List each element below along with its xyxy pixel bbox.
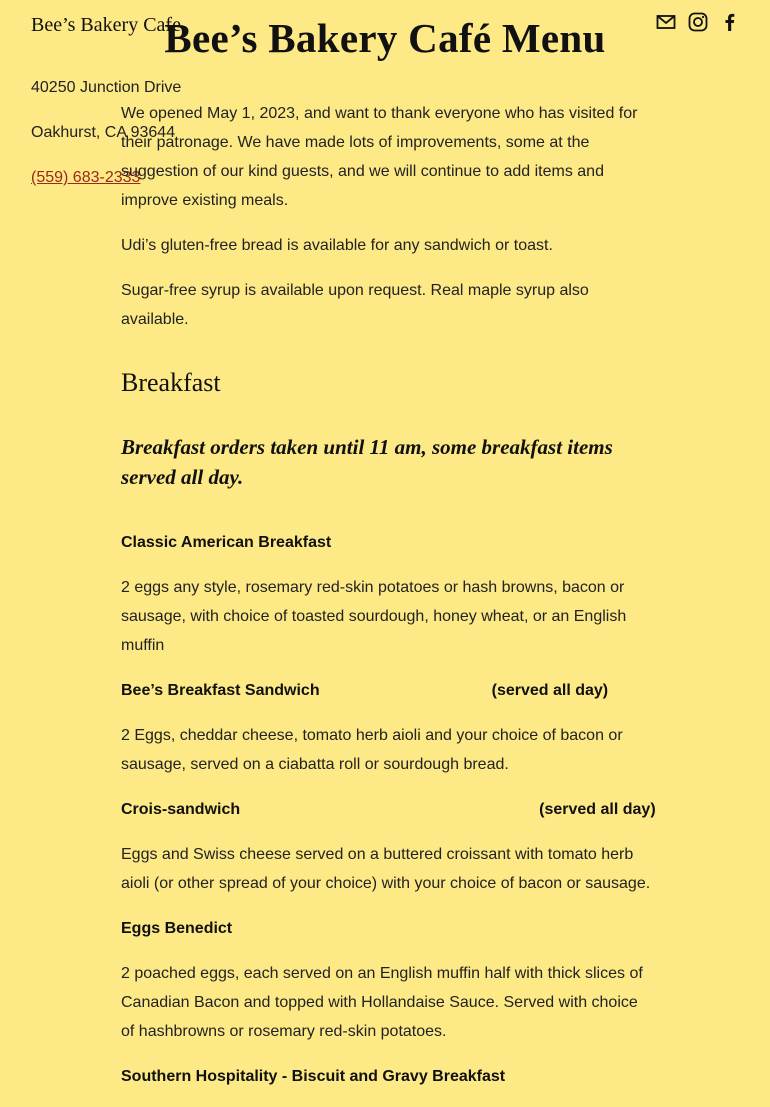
menu-item-title bbox=[121, 914, 651, 943]
phone-link[interactable]: (559) 683-2333 bbox=[31, 169, 141, 186]
menu-item-name: Southern Hospitality - Biscuit and Gravy Breakfast bbox=[121, 1068, 506, 1085]
menu-item-description: 2 eggs any style, rosemary red-skin potatoes or hash browns, bacon or sausage, with choice of toasted sourdough, honey wheat, or an English muffin bbox=[121, 579, 627, 654]
menu-item-name: Classic American Breakfast bbox=[121, 534, 332, 551]
menu-item-note: (served all day) bbox=[491, 682, 609, 699]
menu-item-description: Eggs and Swiss cheese served on a buttered croissant with tomato herb aioli (or other spread of your choice) with your choice of bacon or sausage. bbox=[121, 846, 651, 892]
instagram-icon[interactable] bbox=[688, 12, 708, 32]
facebook-icon[interactable] bbox=[720, 12, 740, 32]
menu-item-name: Eggs Benedict bbox=[121, 920, 233, 937]
address-street: 40250 Junction Drive bbox=[31, 79, 182, 96]
intro-paragraph: We opened May 1, 2023, and want to thank everyone who has visited for their patronage. We have made lots of improvements, some at the suggestion of our kind guests, and we will continue to add items and improve existing meals. bbox=[121, 105, 638, 209]
menu-item-description: 2 poached eggs, each served on an English muffin half with thick slices of Canadian Bacon and topped with Hollandaise Sauce. Served with choice of hashbrowns or rosemary red-skin potatoes. bbox=[121, 965, 643, 1040]
menu-item-title bbox=[121, 1062, 651, 1091]
address-city: Oakhurst, CA 93644 bbox=[31, 124, 176, 141]
menu-item-title bbox=[121, 795, 656, 824]
intro-paragraph: Udi’s gluten-free bread is available for any sandwich or toast. bbox=[121, 237, 553, 254]
menu-item-note: (served all day) bbox=[539, 801, 656, 818]
section-heading-breakfast: Breakfast bbox=[121, 368, 221, 397]
menu-item-name: Bee’s Breakfast Sandwich bbox=[121, 682, 320, 699]
intro-paragraph: Sugar-free syrup is available upon request. Real maple syrup also available. bbox=[121, 282, 589, 328]
social-links bbox=[656, 12, 740, 32]
section-subheading: Breakfast orders taken until 11 am, some breakfast items served all day. bbox=[121, 435, 613, 489]
site-title[interactable]: Bee’s Bakery Cafe bbox=[31, 14, 181, 36]
menu-item-title bbox=[121, 676, 651, 705]
menu-content bbox=[121, 99, 656, 1107]
email-icon[interactable] bbox=[656, 12, 676, 32]
menu-item-title bbox=[121, 528, 651, 557]
page-title: Bee’s Bakery Café Menu bbox=[164, 15, 606, 61]
menu-item-name: Crois-sandwich bbox=[121, 801, 241, 818]
menu-item-description: 2 Eggs, cheddar cheese, tomato herb aioli and your choice of bacon or sausage, served on a ciabatta roll or sourdough bread. bbox=[121, 727, 623, 773]
